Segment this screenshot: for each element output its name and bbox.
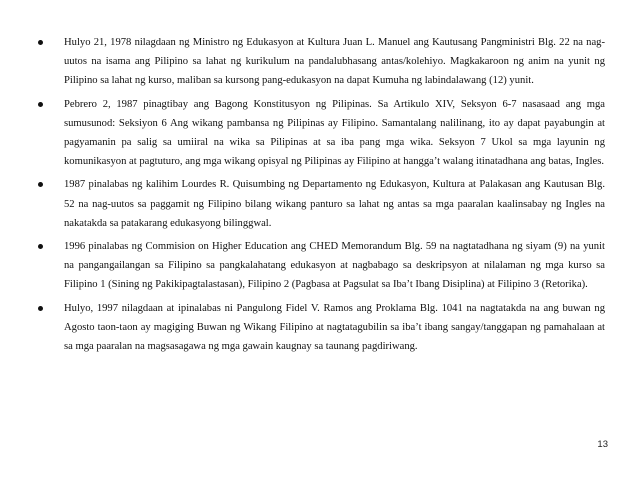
bullet-icon [38, 244, 43, 249]
bullet-text: 1996 pinalabas ng Commision on Higher Education ang CHED Memorandum Blg. 59 na nagtatadhana ng siyam (9) na yunit na pangangailangan sa Filipino sa pangkalahatang edukasyon at nagbabago sa deskripsyon at nilalaman ng mga kurso sa Filipino 1 (Sining ng Pakikipagtalastasan), Filipino 2 (Pagbasa at Pagsulat sa Iba’t Ibang Disiplina) at Filipino 3 (Retorika). [64, 241, 605, 291]
list-item [35, 95, 605, 172]
page-number: 13 [597, 439, 608, 450]
bullet-text: Hulyo 21, 1978 nilagdaan ng Ministro ng Edukasyon at Kultura Juan L. Manuel ang Kautusang Pangministri Blg. 22 na nag-uutos na isama ang Pilipino sa lahat ng kurikulum na pandalubhasang antas/kolehiyo. Magkakaroon ng anim na yunit ng Pilipino sa lahat ng kurso, maliban sa kursong pang-edukasyon na dapat Kumuha ng labindalawang (12) yunit. [64, 37, 605, 87]
list-item [35, 33, 605, 91]
bullet-icon [38, 306, 43, 311]
bullet-icon [38, 102, 43, 107]
bullet-text: 1987 pinalabas ng kalihim Lourdes R. Quisumbing ng Departamento ng Edukasyon, Kultura at Palakasan ang Kautusan Blg. 52 na nag-uutos sa paggamit ng Filipino bilang wikang panturo sa lahat ng antas sa mga paaralan kaalinsabay ng Ingles na nakatakda sa patakarang edukasyong bilinggwal. [64, 179, 605, 229]
bullet-text: Pebrero 2, 1987 pinagtibay ang Bagong Konstitusyon ng Pilipinas. Sa Artikulo XIV, Seksyon 6-7 nasasaad ang mga sumusunod: Seksiyon 6 Ang wikang pambansa ng Pilipinas ay Filipino. Samantalang nalilinang, ito ay dapat payabungin at pagyamanin pa salig sa umiiral na wika sa Pilipinas at sa iba pang mga wika. Seksyon 7 Ukol sa mga layunin ng komunikasyon at pagtuturo, ang mga wikang opisyal ng Pilipinas ay Filipino at hangga’t walang itinatadhana ang batas, Ingles. [64, 98, 605, 168]
bullet-text: Hulyo, 1997 nilagdaan at ipinalabas ni Pangulong Fidel V. Ramos ang Proklama Blg. 1041 na nagtatakda na ang buwan ng Agosto taon-taon ay magiging Buwan ng Wikang Filipino at nagtatagubilin sa iba’t ibang sangay/tanggapan ng pamahalaan at sa mga paaralan na magsasagawa ng mga gawain kaugnay sa taunang pagdiriwang. [64, 302, 605, 353]
list-item [35, 299, 605, 357]
bullet-list [35, 33, 605, 360]
list-item [35, 237, 605, 295]
bullet-icon [38, 182, 43, 187]
list-item [35, 175, 605, 233]
bullet-icon [38, 40, 43, 45]
